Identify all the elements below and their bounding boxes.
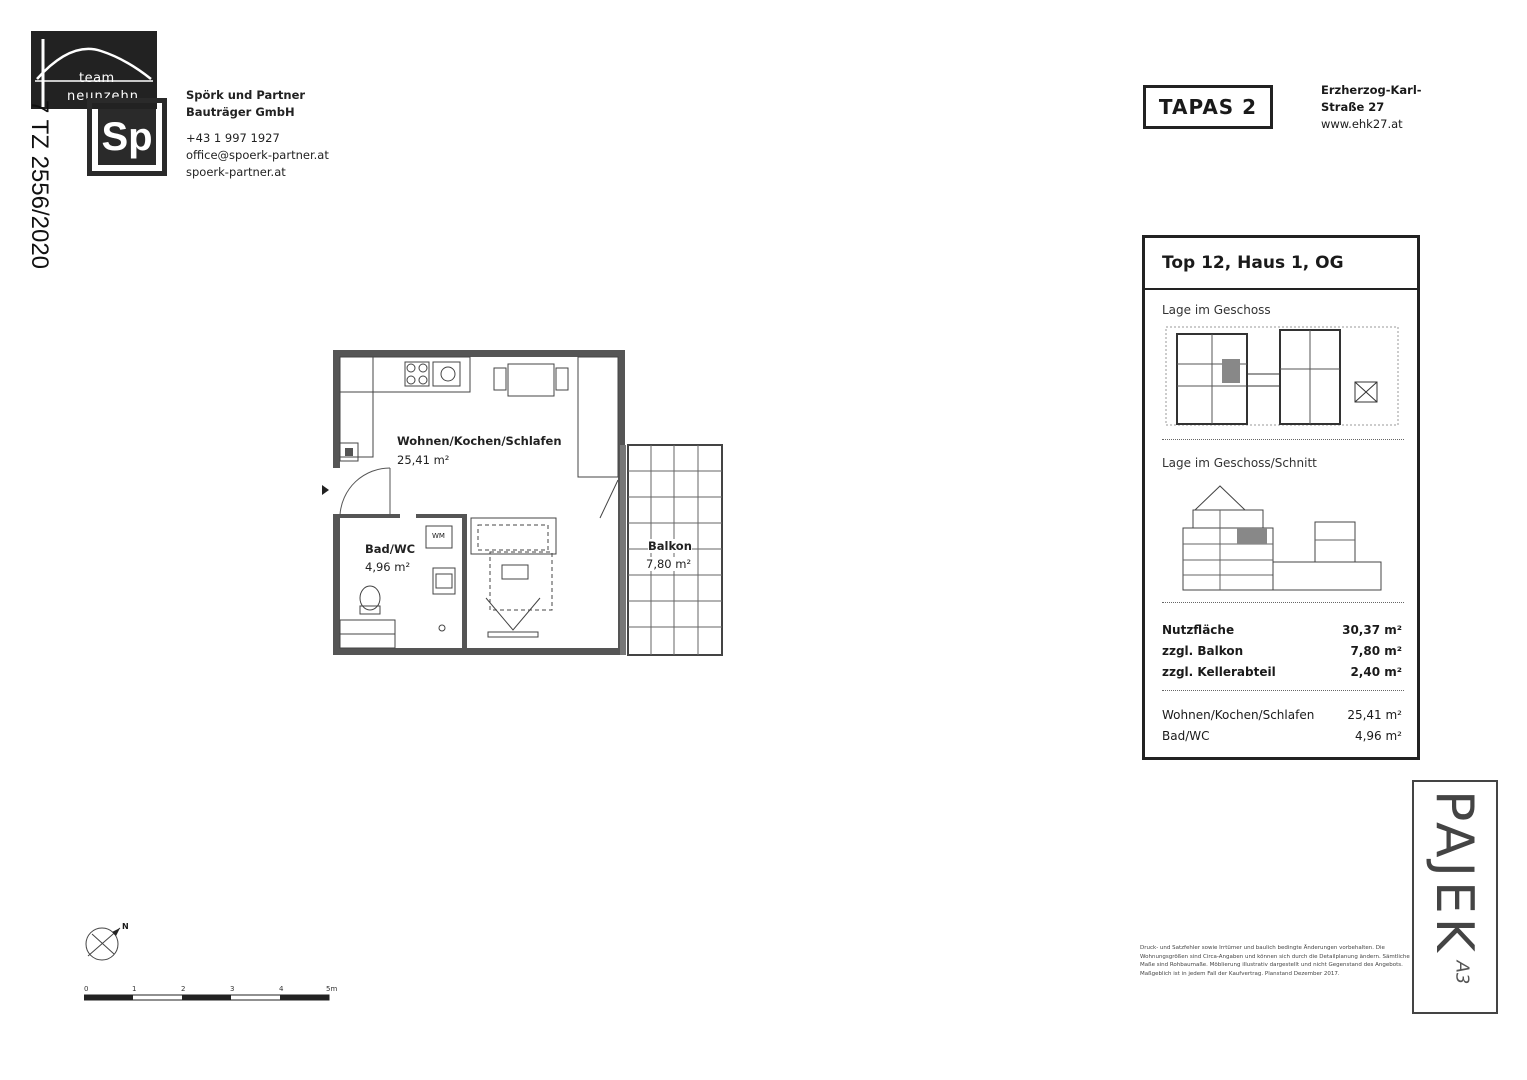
floor-plan [318, 340, 738, 670]
room-bath-area: 4,96 m² [365, 560, 411, 574]
company-info [186, 87, 329, 181]
panel-divider-3 [1162, 690, 1404, 691]
area-row-nutzflaeche: Nutzfläche 30,37 m² [1162, 623, 1402, 637]
location-plan-diagram [1165, 324, 1401, 428]
area-row-keller: zzgl. Kellerabteil 2,40 m² [1162, 665, 1402, 679]
scale-tick-5: 5m [326, 985, 338, 993]
scale-tick-1: 1 [132, 985, 137, 993]
room-living-label: Wohnen/Kochen/Schlafen [397, 434, 562, 448]
wall-south [333, 648, 625, 655]
section-section-label: Lage im Geschoss/Schnitt [1162, 456, 1317, 470]
room-balcony-area: 7,80 m² [646, 557, 692, 571]
north-label: N [122, 922, 129, 931]
area-row-wohnen: Wohnen/Kochen/Schlafen 25,41 m² [1162, 708, 1402, 722]
company-web: spoerk-partner.at [186, 165, 286, 179]
company-name-1: Spörk und Partner [186, 88, 306, 102]
spoerk-logo-letters: Sp [98, 109, 156, 165]
stamp-text: PAJEK [1424, 790, 1484, 956]
scale-tick-4: 4 [279, 985, 284, 993]
wall-north [333, 350, 625, 357]
room-balcony-label: Balkon [648, 539, 692, 553]
project-address [1321, 82, 1422, 133]
spoerk-logo [87, 98, 167, 176]
washing-machine-label: WM [432, 532, 445, 540]
stamp-signature: A3 [1451, 960, 1473, 985]
company-phone: +43 1 997 1927 [186, 131, 280, 145]
stamp [1412, 780, 1498, 1014]
address-line-2: Straße 27 [1321, 100, 1385, 114]
project-name: TAPAS 2 [1143, 85, 1273, 129]
scale-tick-2: 2 [181, 985, 186, 993]
info-panel [1142, 235, 1420, 760]
company-email: office@spoerk-partner.at [186, 148, 329, 162]
logo-team-text: team [79, 71, 115, 86]
reference-number: 7 TZ 2556/2020 [26, 100, 53, 270]
company-name-2: Bauträger GmbH [186, 105, 295, 119]
panel-divider-1 [1162, 439, 1404, 440]
panel-divider-2 [1162, 602, 1404, 603]
north-arrow-icon [82, 920, 138, 966]
address-line-1: Erzherzog-Karl- [1321, 83, 1422, 97]
panel-title: Top 12, Haus 1, OG [1145, 238, 1417, 290]
scale-tick-3: 3 [230, 985, 235, 993]
area-row-balkon: zzgl. Balkon 7,80 m² [1162, 644, 1402, 658]
area-row-bad: Bad/WC 4,96 m² [1162, 729, 1402, 743]
section-location-label: Lage im Geschoss [1162, 303, 1271, 317]
scale-bar [84, 993, 334, 1003]
section-diagram [1175, 482, 1395, 594]
entry-arrow-icon [322, 485, 329, 495]
scale-tick-0: 0 [84, 985, 89, 993]
room-living-area: 25,41 m² [397, 453, 450, 467]
disclaimer-text: Druck- und Satzfehler sowie Irrtümer und baulich bedingte Änderungen vorbehalten. Die Wohnungsgrößen sind Circa-Angaben und können sich durch die Detailplanung ändern. Sämtliche Maße sind Rohbaumaße. Möblierung illustrativ dargestellt und nicht Gegenstand des Angebots. Maßgeblich ist in jedem Fall der Kaufvertrag. Planstand Dezember 2017. [1140, 945, 1410, 977]
project-web: www.ehk27.at [1321, 117, 1403, 131]
room-bath-label: Bad/WC [365, 542, 416, 556]
logo-neunzehn-text: neunzehn [67, 89, 140, 104]
